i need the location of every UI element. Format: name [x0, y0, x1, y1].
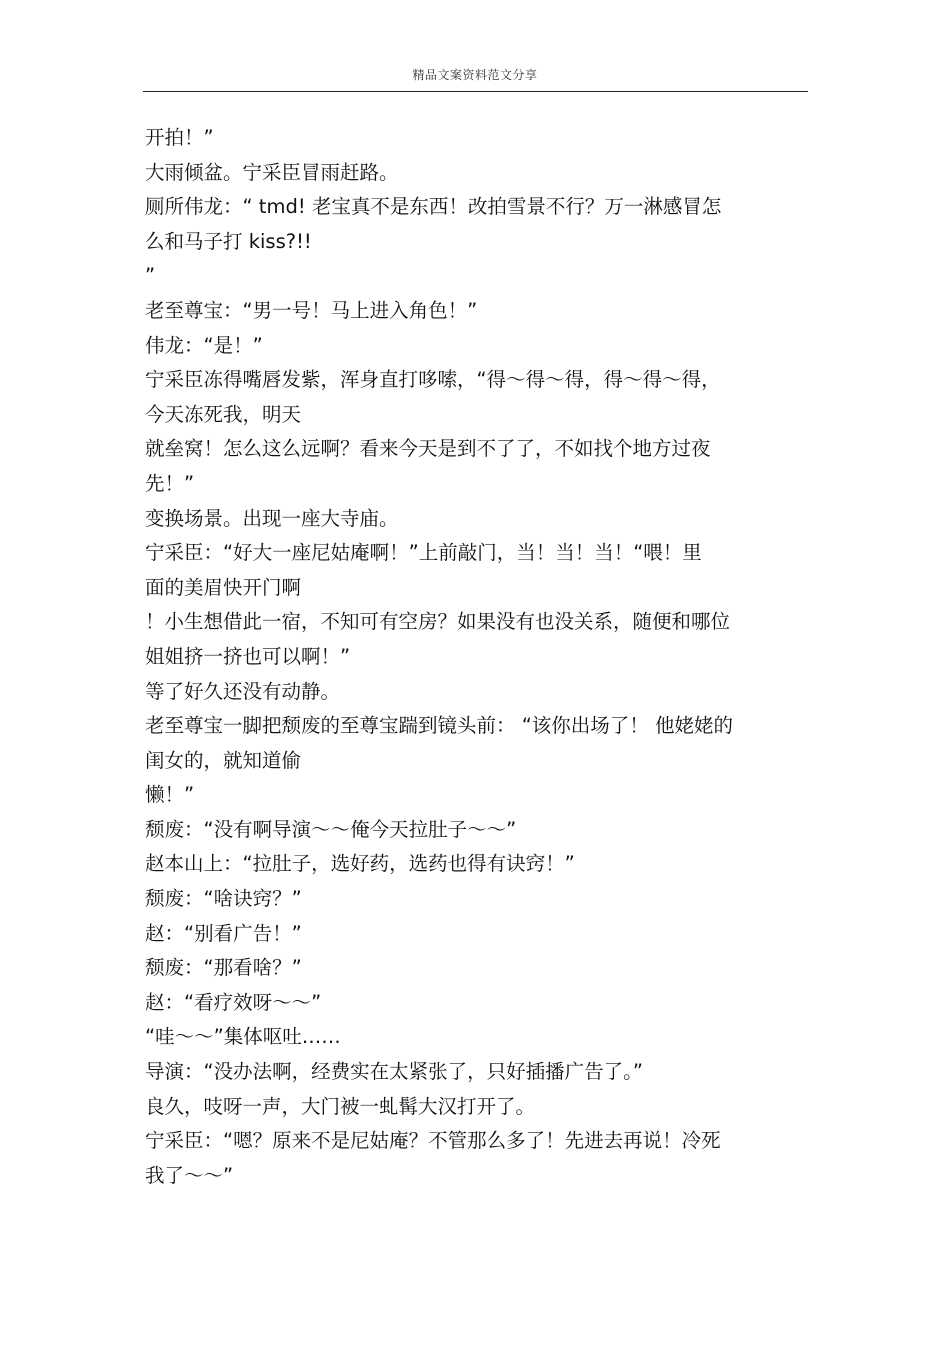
- text-line: 老至尊宝一脚把颓废的至尊宝踹到镜头前： “该你出场了！ 他姥姥的: [145, 714, 733, 738]
- text-line: 就垒窝！怎么这么远啊？看来今天是到不了了，不如找个地方过夜: [145, 437, 711, 461]
- text-line: 么和马子打 kiss?!!: [145, 229, 312, 253]
- text-line: 赵：“别看广告！”: [145, 921, 302, 945]
- text-line: 伟龙：“是！”: [145, 333, 263, 357]
- text-line: 闺女的，就知道偷: [145, 748, 302, 772]
- text-line: 老至尊宝：“男一号！马上进入角色！”: [145, 298, 478, 322]
- text-line: 变换场景。出现一座大寺庙。: [145, 506, 399, 530]
- text-line: 姐姐挤一挤也可以啊！”: [145, 644, 351, 668]
- text-line: 宁采臣：“好大一座尼姑庵啊！”上前敲门，当！当！当！“喂！里: [145, 541, 702, 565]
- text-line: 赵：“看疗效呀～～”: [145, 990, 322, 1014]
- text-line: 宁采臣冻得嘴唇发紫，浑身直打哆嗦，“得～得～得，得～得～得，: [145, 368, 721, 392]
- text-line: 厕所伟龙：“ tmd! 老宝真不是东西！改拍雪景不行？万一淋感冒怎: [145, 195, 722, 219]
- text-line: 良久，吱呀一声，大门被一虬髯大汉打开了。: [145, 1094, 536, 1118]
- text-line: 颓废：“没有啊导演～～俺今天拉肚子～～”: [145, 817, 517, 841]
- text-line: 先！”: [145, 471, 195, 495]
- text-line: 等了好久还没有动静。: [145, 679, 341, 703]
- text-line: ！小生想借此一宿，不知可有空房？如果没有也没关系，随便和哪位: [145, 610, 731, 634]
- text-line: ”: [145, 264, 156, 288]
- text-line: 我了～～”: [145, 1163, 234, 1187]
- text-line: 宁采臣：“嗯？原来不是尼姑庵？不管那么多了！先进去再说！冷死: [145, 1129, 721, 1153]
- text-line: 面的美眉快开门啊: [145, 575, 302, 599]
- text-line: 开拍！”: [145, 126, 214, 149]
- text-line: 颓废：“那看啥？”: [145, 956, 302, 980]
- text-line: 大雨倾盆。宁采臣冒雨赶路。: [145, 160, 399, 184]
- page-header-title: 精品文案资料范文分享: [412, 68, 538, 82]
- header-divider: [143, 91, 808, 92]
- text-line: 导演：“没办法啊，经费实在太紧张了，只好插播广告了。”: [145, 1060, 643, 1084]
- document-body: [145, 121, 810, 1193]
- text-line: “哇～～”集体呕吐……: [145, 1025, 341, 1049]
- text-line: 颓废：“啥诀窍？”: [145, 887, 302, 911]
- text-line: 今天冻死我，明天: [145, 402, 302, 426]
- text-line: 赵本山上：“拉肚子，选好药，选药也得有诀窍！”: [145, 852, 575, 876]
- text-line: 懒！”: [145, 783, 195, 807]
